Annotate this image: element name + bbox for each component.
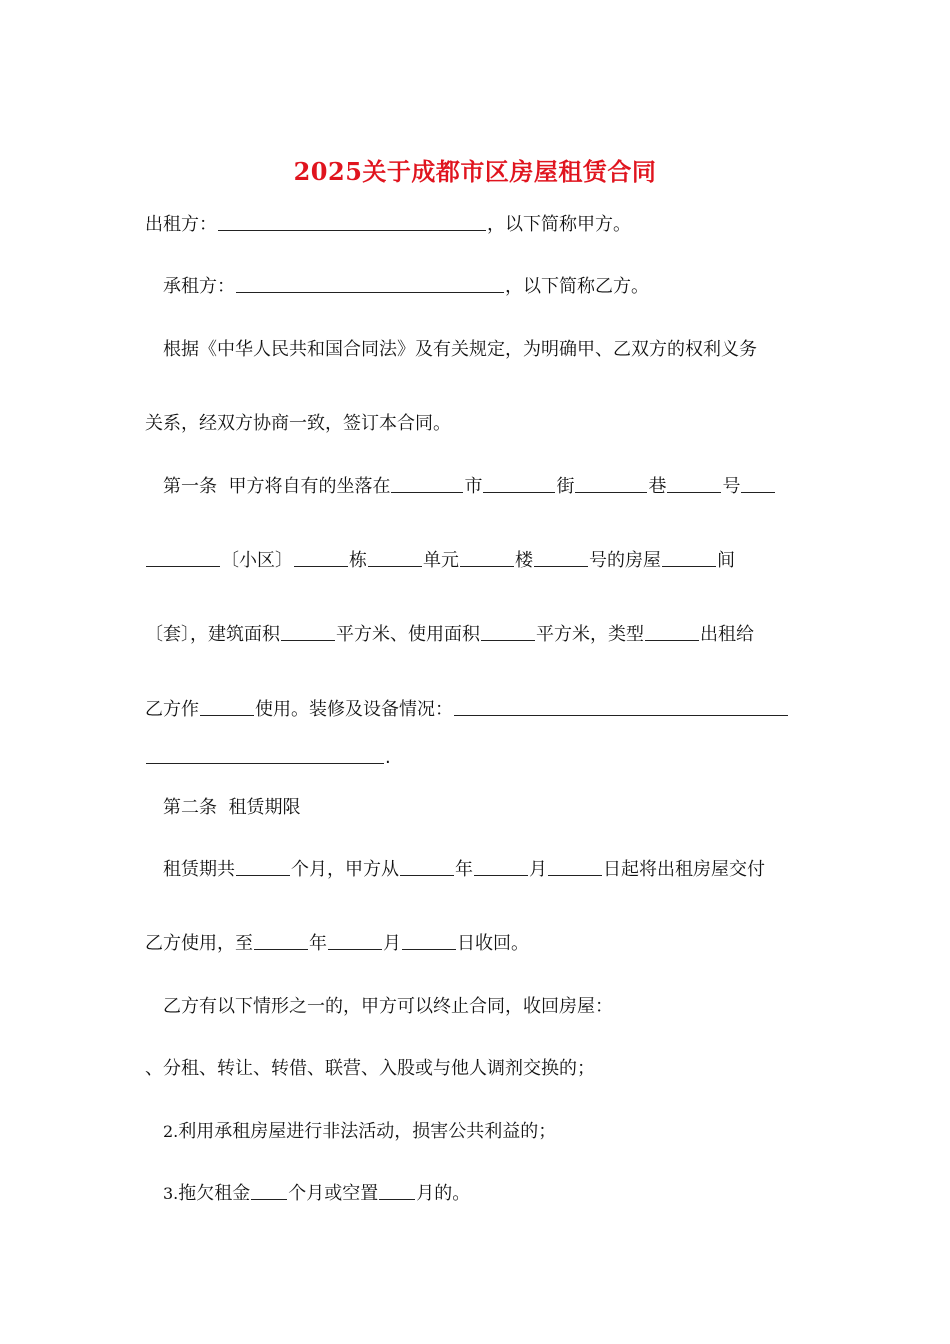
community-blank[interactable] <box>146 548 220 567</box>
street-blank[interactable] <box>483 474 555 493</box>
decoration-blank-continued[interactable] <box>146 745 384 764</box>
word-building: 栋 <box>349 550 367 571</box>
rooms-count-blank[interactable] <box>662 548 716 567</box>
lessee-line <box>145 274 823 300</box>
termination-item-3 <box>145 1181 823 1207</box>
type-blank[interactable] <box>645 622 699 641</box>
decoration-blank[interactable] <box>454 697 788 716</box>
lessor-label: 出租方： <box>145 214 217 235</box>
end-year-blank[interactable] <box>254 931 308 950</box>
floor-blank[interactable] <box>460 548 514 567</box>
lessee-suffix: ，以下简称乙方。 <box>505 276 649 297</box>
lessee-blank[interactable] <box>236 274 504 293</box>
article-1-line-4 <box>145 697 805 723</box>
article-1-text: 甲方将自有的坐落在 <box>228 476 391 497</box>
word-month: 月 <box>529 859 547 880</box>
article-1-line-1 <box>145 474 823 500</box>
article-1-label: 第一条 <box>163 476 217 497</box>
item-2-text: 利用承租房屋进行非法活动，损害公共利益的； <box>178 1121 557 1142</box>
word-street: 街 <box>556 476 575 497</box>
term-deliver: 日起将出租房屋交付 <box>603 859 765 880</box>
item-3-end: 月的。 <box>416 1183 471 1204</box>
word-decoration: 使用。装修及设备情况： <box>255 699 453 720</box>
word-lane: 巷 <box>648 476 667 497</box>
article-1-line-3 <box>145 622 805 648</box>
word-year-end: 年 <box>309 933 327 954</box>
term-line-1 <box>145 857 823 883</box>
lessor-suffix: ，以下简称甲方。 <box>487 214 631 235</box>
start-year-blank[interactable] <box>400 857 454 876</box>
word-number: 号 <box>722 476 741 497</box>
unit-blank[interactable] <box>368 548 422 567</box>
item-3-vacant: 个月或空置 <box>288 1183 379 1204</box>
word-city: 市 <box>464 476 483 497</box>
start-month-blank[interactable] <box>474 857 528 876</box>
lane-blank[interactable] <box>575 474 647 493</box>
article-1-line-5 <box>145 745 805 771</box>
word-lease-to: 出租给 <box>700 624 754 645</box>
word-set-area: 〔套〕，建筑面积 <box>145 624 280 645</box>
article-2-text: 租赁期限 <box>228 797 301 818</box>
termination-item-1: 、分租、转让、转借、联营、入股或与他人调剂交换的； <box>145 1058 595 1079</box>
term-from: 个月，甲方从 <box>291 859 399 880</box>
term-until: 乙方使用，至 <box>145 933 253 954</box>
word-rooms: 间 <box>717 550 735 571</box>
article-2-label: 第二条 <box>163 797 217 818</box>
word-unit: 单元 <box>423 550 459 571</box>
word-floor: 楼 <box>515 550 533 571</box>
city-blank[interactable] <box>391 474 463 493</box>
trailing-blank[interactable] <box>741 474 775 493</box>
word-sqm-type: 平方米，类型 <box>536 624 644 645</box>
lessor-line <box>145 212 805 238</box>
word-sqm-usable: 平方米、使用面积 <box>336 624 480 645</box>
word-party-b-for: 乙方作 <box>145 699 199 720</box>
preamble-line-1: 根据《中华人民共和国合同法》及有关规定，为明确甲、乙双方的权利义务 <box>163 339 757 360</box>
room-number-blank[interactable] <box>534 548 588 567</box>
period-mark: . <box>385 747 391 768</box>
termination-item-2 <box>145 1119 823 1145</box>
vacant-months-blank[interactable] <box>379 1181 415 1200</box>
building-area-blank[interactable] <box>281 622 335 641</box>
word-month-end: 月 <box>383 933 401 954</box>
article-1-line-2 <box>145 548 805 574</box>
item-2-number: 2. <box>163 1122 179 1141</box>
end-month-blank[interactable] <box>328 931 382 950</box>
termination-intro: 乙方有以下情形之一的，甲方可以终止合同，收回房屋： <box>163 996 613 1017</box>
lessor-blank[interactable] <box>218 212 486 231</box>
word-room-of-house: 号的房屋 <box>589 550 661 571</box>
item-3-number: 3. <box>163 1184 179 1203</box>
end-day-blank[interactable] <box>402 931 456 950</box>
term-recover: 日收回。 <box>457 933 529 954</box>
word-year: 年 <box>455 859 473 880</box>
preamble-line-2: 关系，经双方协商一致，签订本合同。 <box>145 413 451 434</box>
arrears-months-blank[interactable] <box>251 1181 287 1200</box>
term-months-blank[interactable] <box>236 857 290 876</box>
number-blank[interactable] <box>667 474 721 493</box>
start-day-blank[interactable] <box>548 857 602 876</box>
word-community: 〔小区〕 <box>221 550 293 571</box>
document-title: 2025关于成都市区房屋租赁合同 <box>293 157 657 186</box>
term-line-2 <box>145 931 805 957</box>
article-2-heading <box>145 795 823 821</box>
term-label: 租赁期共 <box>163 859 235 880</box>
building-blank[interactable] <box>294 548 348 567</box>
item-3-rent-arrears: 拖欠租金 <box>178 1183 251 1204</box>
usable-area-blank[interactable] <box>481 622 535 641</box>
use-purpose-blank[interactable] <box>200 697 254 716</box>
lessee-label: 承租方： <box>163 276 235 297</box>
